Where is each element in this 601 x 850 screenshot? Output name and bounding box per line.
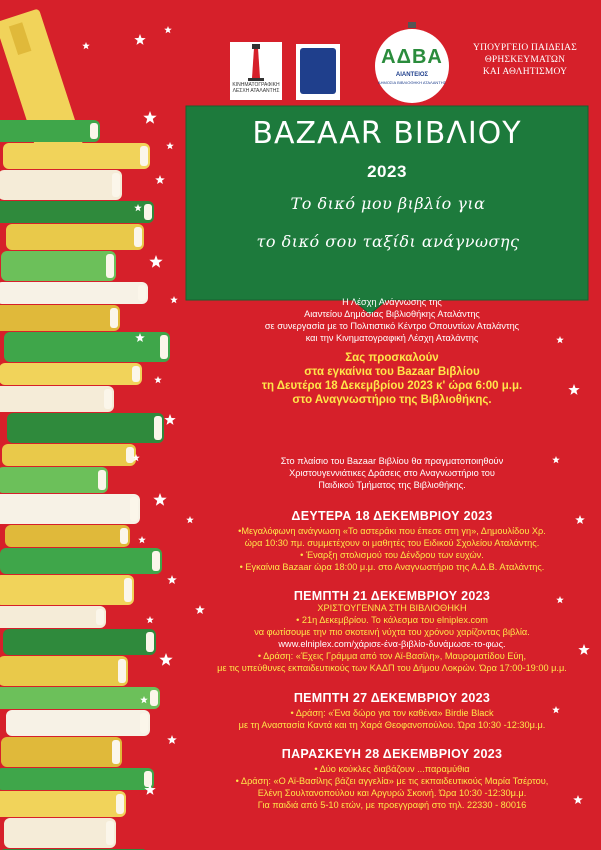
poster-year: 2023 xyxy=(367,162,407,181)
intro-block xyxy=(192,296,592,344)
invitation-line: Σας προσκαλούν xyxy=(345,352,439,364)
ministry-line: ΘΡΗΣΚΕΥΜΑΤΩΝ xyxy=(484,55,566,65)
day-heading: ΠΕΜΠΤΗ 21 ΔΕΚΕΜΒΡΙΟΥ 2023 xyxy=(293,589,491,603)
invitation-line: στα εγκαίνια του Bazaar Βιβλίου xyxy=(304,366,480,378)
ministry-label xyxy=(466,42,584,78)
invitation-line: στο Αναγνωστήριο της Βιβλιοθήκης. xyxy=(292,394,492,406)
cinema-club-logo xyxy=(230,42,282,100)
blue-seal-icon xyxy=(300,48,336,94)
invitation-block xyxy=(192,351,592,407)
event-line: • Εγκαίνια Bazaar ώρα 18:00 μ.μ. στο Αναγνωστήριο της Α.Δ.Β. Αταλάντης. xyxy=(239,562,545,572)
event-line: • 21η Δεκεμβρίου. Το κάλεσμα του elniplex.com xyxy=(296,615,488,625)
slogan-line-1: Το δικό μου βιβλίο για xyxy=(290,194,486,213)
intro-line: και την Κινηματογραφική Λέσχη Αταλάντης xyxy=(305,333,479,343)
event-line: με τις υπεύθυνες εκπαιδευτικούς των ΚΑΔΠ του Δήμου Λοκρών. Ώρα 17:00-19:00 μ.μ. xyxy=(217,663,567,673)
event-line: Για παιδιά από 5-10 ετών, με προεγγραφή στο τηλ. 22330 - 80016 xyxy=(257,800,527,810)
event-line: • Δράση: «Ο Αϊ-Βασίλης βάζει αγγελία» με τις εκπαιδευτικούς Μαρία Τσέρτου, xyxy=(235,776,549,786)
day-heading: ΔΕΥΤΕΡΑ 18 ΔΕΚΕΜΒΡΙΟΥ 2023 xyxy=(291,509,493,523)
day-heading: ΠΕΜΠΤΗ 27 ΔΕΚΕΜΒΡΙΟΥ 2023 xyxy=(293,691,491,705)
star-icon xyxy=(167,575,177,584)
cinema-club-label-2: ΛΕΣΧΗ ΑΤΑΛΑΝΤΗΣ xyxy=(232,88,280,94)
star-icon xyxy=(153,493,166,506)
star-icon xyxy=(144,784,155,795)
day-section-thursday-21 xyxy=(192,590,592,674)
ministry-line: ΚΑΙ ΑΘΛΗΤΙΣΜΟΥ xyxy=(482,67,568,77)
slogan-line-2: το δικό σου ταξίδι ανάγνωσης xyxy=(256,232,520,251)
intro-line: Η Λέσχη Ανάγνωσης της xyxy=(342,297,442,307)
event-line: Ελένη Σουλτανοπούλου και Αργυρώ Σκοινή. Ώρα 10:30 -12:30μ.μ. xyxy=(257,788,527,798)
intro-line: Αιαντείου Δημόσιας Βιβλιοθήκης Αταλάντης xyxy=(304,309,480,319)
context-line: Στο πλαίσιο του Bazaar Βιβλίου θα πραγματοποιηθούν xyxy=(280,456,504,466)
star-icon xyxy=(138,536,146,543)
library-logo-sub2: ΔΗΜΟΣΙΑ ΒΙΒΛΙΟΘΗΚΗ ΑΤΑΛΑΝΤΗΣ xyxy=(377,80,447,85)
context-block xyxy=(192,455,592,491)
context-line: Παιδικού Τμήματος της Βιβλιοθήκης. xyxy=(318,480,466,490)
intro-line: σε συνεργασία με το Πολιτιστικό Κέντρο Οπουντίων Αταλάντης xyxy=(264,321,520,331)
star-icon xyxy=(154,376,162,383)
library-logo-text: ΑΔΒΑ xyxy=(381,46,443,68)
star-icon xyxy=(159,653,172,666)
day-section-friday-28 xyxy=(192,748,592,811)
star-icon xyxy=(140,696,148,703)
poster-title: BAZAAR ΒΙΒΛΙΟΥ xyxy=(252,116,522,151)
event-line: • Δύο κούκλες διαβάζουν ...παραμύθια xyxy=(314,764,470,774)
cultural-center-logo xyxy=(296,44,340,100)
cinema-club-label-1: ΚΙΝΗΜΑΤΟΓΡΑΦΙΚΗ xyxy=(232,82,280,88)
day-section-thursday-27 xyxy=(192,692,592,731)
ministry-line: ΥΠΟΥΡΓΕΙΟ ΠΑΙΔΕΙΑΣ xyxy=(473,43,577,53)
context-line: Χριστουγεννιάτικες Δράσεις στο Αναγνωστήριο του xyxy=(289,468,495,478)
event-line: να φωτίσουμε την πιο σκοτεινή νύχτα του χρόνου χαρίζοντας βιβλία. xyxy=(254,627,530,637)
event-line: • Έναρξη στολισμού του Δένδρου των ευχών. xyxy=(300,550,484,560)
day-section-monday-18 xyxy=(192,510,592,573)
star-icon xyxy=(146,616,154,623)
lighthouse-icon xyxy=(230,42,282,82)
star-icon xyxy=(135,333,145,342)
event-line: • Δράση: «Έχεις Γράμμα από τον Αϊ-Βασίλη», Μαυροματίδου Εύη, xyxy=(257,651,527,661)
star-icon xyxy=(164,414,175,425)
library-logo xyxy=(364,22,460,104)
library-logo-sub1: ΑΙΑΝΤΕΙΟΣ xyxy=(395,72,429,78)
day-heading: ΠΑΡΑΣΚΕΥΗ 28 ΔΕΚΕΜΒΡΙΟΥ 2023 xyxy=(281,747,503,761)
event-link[interactable]: www.elniplex.com/χάρισε-ένα-βιβλίο-δυνάμωσε-το-φως. xyxy=(278,639,506,649)
star-icon xyxy=(167,735,177,744)
invitation-line: τη Δευτέρα 18 Δεκεμβρίου 2023 κ' ώρα 6:00 μ.μ. xyxy=(261,380,523,392)
event-line: με τη Αναστασία Καντά και τη Χαρά Θεοφανοπούλου. Ώρα 10:30 -12:30μ.μ. xyxy=(238,720,546,730)
star-icon xyxy=(132,454,140,461)
day-subheading: ΧΡΙΣΤΟΥΓΕΝΝΑ ΣΤΗ ΒΙΒΛΙΟΘΗΚΗ xyxy=(317,603,467,613)
event-line: •Μεγαλόφωνη ανάγνωση «Το αστεράκι που έπεσε στη γη», Δημουλίδου Χρ. xyxy=(238,526,546,536)
event-line: ώρα 10:30 πμ. συμμετέχουν οι μαθητές του Ειδικού Σχολείου Αταλάντης. xyxy=(244,538,540,548)
event-line: • Δράση: «Ένα δώρο για τον καθένα» Birdie Black xyxy=(290,708,494,718)
